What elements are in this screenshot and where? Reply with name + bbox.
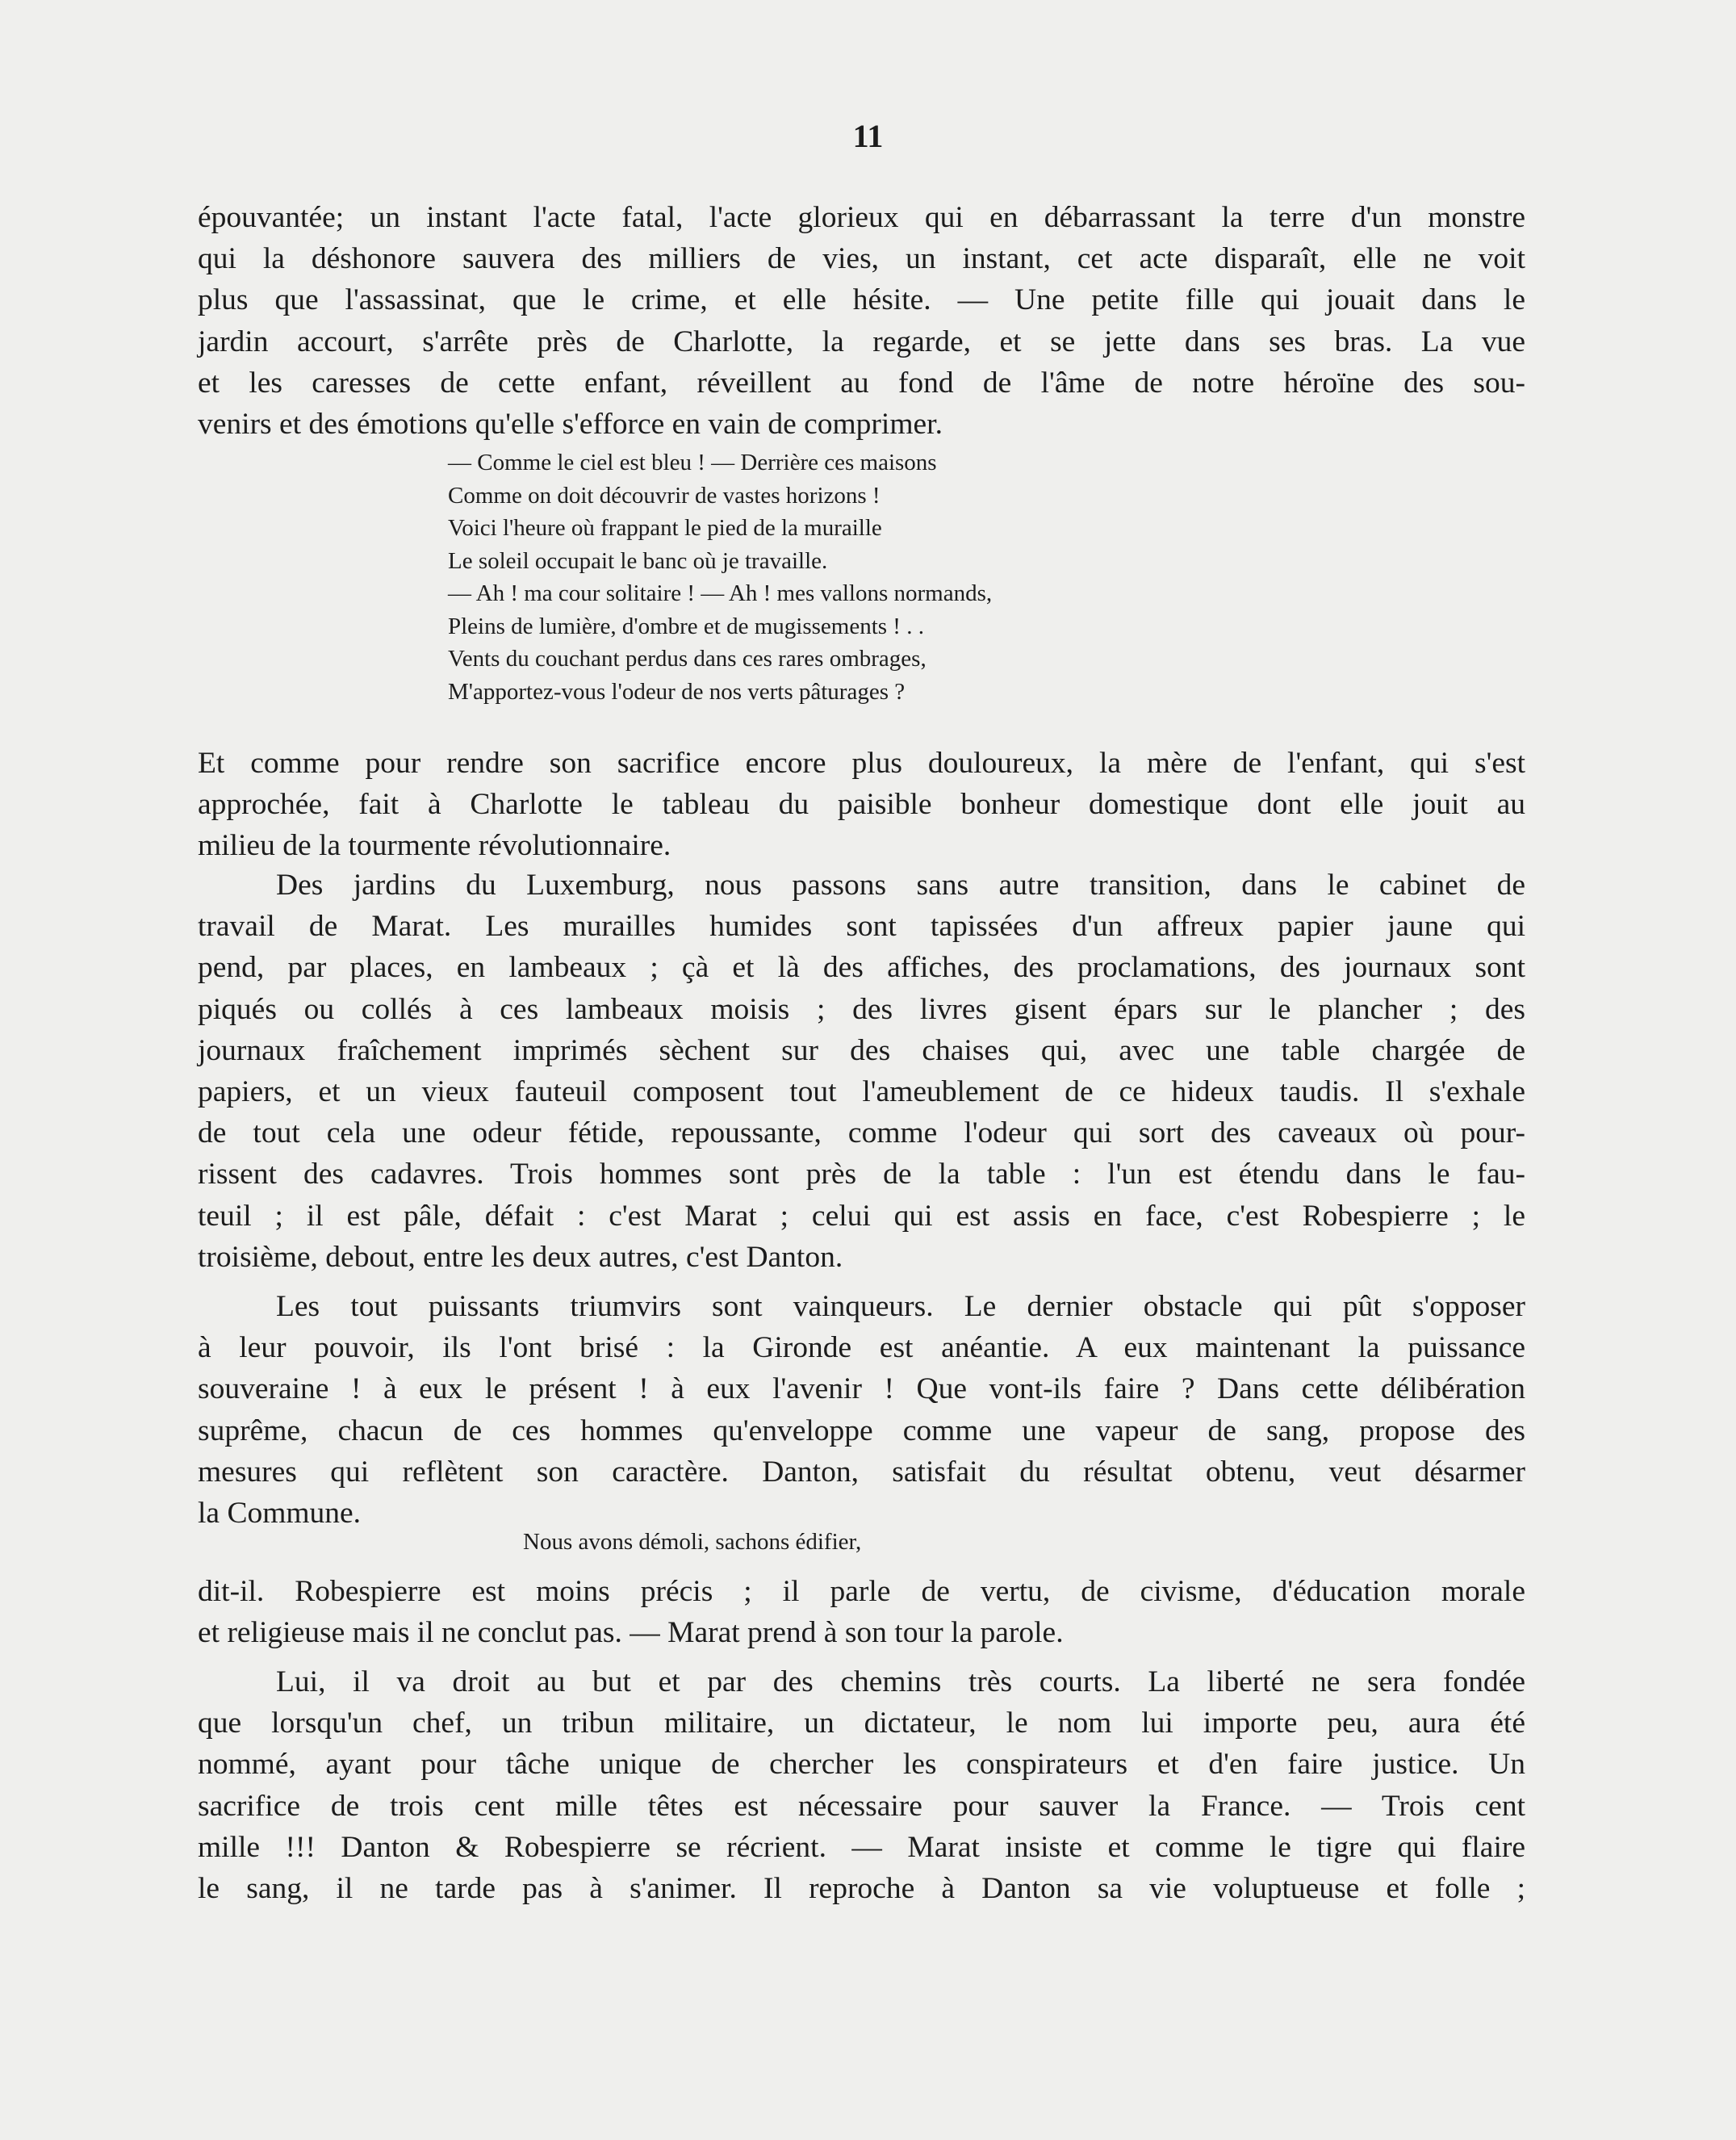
text-line: et religieuse mais il ne conclut pas. — Marat prend à son tour la parole.	[198, 1616, 1064, 1650]
text-line: mille !!! Danton & Robespierre se récrient. — Marat insiste et comme le tigre qui flaire	[198, 1830, 1525, 1864]
text-line: venirs et des émotions qu'elle s'efforce en vain de comprimer.	[198, 407, 943, 441]
verse-line: Pleins de lumière, d'ombre et de mugissements ! . .	[448, 613, 924, 639]
text-line: journaux fraîchement imprimés sèchent sur des chaises qui, avec une table chargée de	[198, 1033, 1525, 1067]
verse-line: M'apportez-vous l'odeur de nos verts pâturages ?	[448, 678, 906, 705]
verse-block	[448, 446, 1174, 708]
text-line: Des jardins du Luxemburg, nous passons sans autre transition, dans le cabinet de	[276, 869, 1525, 902]
text-line: jardin accourt, s'arrête près de Charlotte, la regarde, et se jette dans ses bras. La vue	[198, 325, 1525, 358]
text-line: nommé, ayant pour tâche unique de chercher les conspirateurs et d'en faire justice. Un	[198, 1748, 1525, 1782]
text-line: sacrifice de trois cent mille têtes est nécessaire pour sauver la France. — Trois cent	[198, 1789, 1525, 1823]
text-line: de tout cela une odeur fétide, repoussante, comme l'odeur qui sort des caveaux où pour-	[198, 1116, 1525, 1150]
text-line: papiers, et un vieux fauteuil composent tout l'ameublement de ce hideux taudis. Il s'exhale	[198, 1074, 1525, 1108]
verse-line: Voici l'heure où frappant le pied de la muraille	[448, 515, 882, 541]
danton-quote: Nous avons démoli, sachons édifier,	[523, 1529, 862, 1555]
text-line: piqués ou collés à ces lambeaux moisis ; des livres gisent épars sur le plancher ; des	[198, 992, 1525, 1026]
paragraph-marat-dictator	[198, 1661, 1525, 1909]
verse-line: Comme on doit découvrir de vastes horizons !	[448, 482, 881, 509]
text-line: approchée, fait à Charlotte le tableau du paisible bonheur domestique dont elle jouit au	[198, 788, 1525, 822]
text-line: à leur pouvoir, ils l'ont brisé : la Gironde est anéantie. A eux maintenant la puissance	[198, 1331, 1525, 1365]
text-line: travail de Marat. Les murailles humides sont tapissées d'un affreux papier jaune qui	[198, 910, 1525, 944]
text-line: pend, par places, en lambeaux ; çà et là des affiches, des proclamations, des journaux sont	[198, 951, 1525, 985]
text-line: troisième, debout, entre les deux autres, c'est Danton.	[198, 1240, 843, 1274]
paragraph-marat-cabinet	[198, 865, 1525, 1278]
text-line: mesures qui reflètent son caractère. Danton, satisfait du résultat obtenu, veut désarmer	[198, 1455, 1525, 1489]
text-line: que lorsqu'un chef, un tribun militaire, un dictateur, le nom lui importe peu, aura été	[198, 1707, 1525, 1740]
paragraph-charlotte-hesitation	[198, 197, 1525, 445]
text-line: Les tout puissants triumvirs sont vainqueurs. Le dernier obstacle qui pût s'opposer	[276, 1290, 1525, 1323]
text-line: suprême, chacun de ces hommes qu'enveloppe comme une vapeur de sang, propose des	[198, 1413, 1525, 1447]
text-line: rissent des cadavres. Trois hommes sont près de la table : l'un est étendu dans le fau-	[198, 1158, 1525, 1191]
text-line: milieu de la tourmente révolutionnaire.	[198, 829, 671, 863]
paragraph-robespierre-marat	[198, 1571, 1525, 1653]
verse-line: Le soleil occupait le banc où je travaille.	[448, 547, 828, 574]
text-line: qui la déshonore sauvera des milliers de vies, un instant, cet acte disparaît, elle ne voit	[198, 242, 1525, 276]
text-line: la Commune.	[198, 1496, 362, 1530]
text-line: plus que l'assassinat, que le crime, et elle hésite. — Une petite fille qui jouait dans le	[198, 283, 1525, 317]
text-line: Et comme pour rendre son sacrifice encore plus douloureux, la mère de l'enfant, qui s'est	[198, 747, 1525, 780]
text-line: et les caresses de cette enfant, réveillent au fond de l'âme de notre héroïne des sou-	[198, 366, 1525, 400]
paragraph-mother-tableau	[198, 743, 1525, 867]
verse-line: Vents du couchant perdus dans ces rares ombrages,	[448, 646, 927, 672]
text-line: dit-il. Robespierre est moins précis ; il parle de vertu, de civisme, d'éducation morale	[198, 1575, 1525, 1608]
verse-line: — Ah ! ma cour solitaire ! — Ah ! mes vallons normands,	[448, 580, 993, 606]
verse-line: — Comme le ciel est bleu ! — Derrière ces maisons	[448, 450, 937, 475]
text-line: épouvantée; un instant l'acte fatal, l'acte glorieux qui en débarrassant la terre d'un monstre	[198, 201, 1525, 234]
text-line: souveraine ! à eux le présent ! à eux l'avenir ! Que vont-ils faire ? Dans cette délibération	[198, 1372, 1525, 1406]
text-line: teuil ; il est pâle, défait : c'est Marat ; celui qui est assis en face, c'est Robespierre ; le	[198, 1199, 1525, 1233]
text-line: Lui, il va droit au but et par des chemins très courts. La liberté ne sera fondée	[276, 1665, 1525, 1698]
text-line: le sang, il ne tarde pas à s'animer. Il reproche à Danton sa vie voluptueuse et folle ;	[198, 1871, 1525, 1905]
paragraph-triumvirs	[198, 1286, 1525, 1534]
page-number: 11	[852, 118, 884, 154]
